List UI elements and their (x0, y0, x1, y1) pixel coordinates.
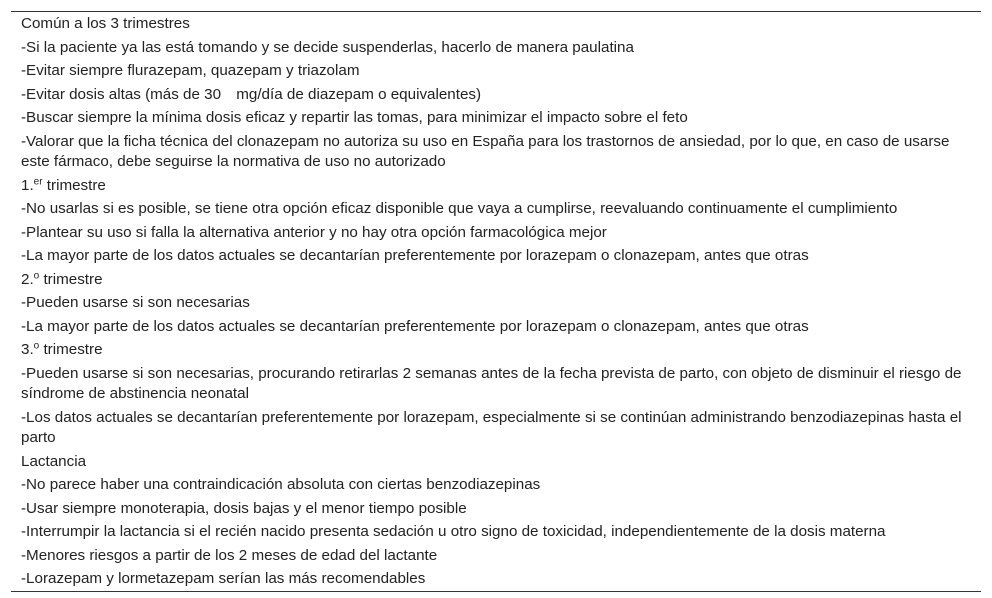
row-text: 2. (21, 270, 34, 288)
ordinal-superscript: er (33, 176, 43, 187)
table-row-heading-second-trimester (11, 268, 981, 292)
recommendations-table (11, 11, 981, 592)
row-text: -La mayor parte de los datos actuales se decantarían preferentemente por lorazepam o clonazepam, antes que otras (21, 317, 809, 335)
table-row (11, 315, 981, 339)
row-text: 1. (21, 176, 34, 194)
row-text-suffix: trimestre (42, 176, 106, 194)
table-row (11, 497, 981, 521)
table-row (11, 221, 981, 245)
row-text: -Si la paciente ya las está tomando y se decide suspenderlas, hacerlo de manera paulatina (21, 38, 634, 56)
table-row-heading-third-trimester (11, 338, 981, 362)
row-text: -No parece haber una contraindicación absoluta con ciertas benzodiazepinas (21, 476, 541, 493)
table-row (11, 520, 981, 544)
table-row (11, 106, 981, 130)
row-text: -Pueden usarse si son necesarias, procurando retirarlas 2 semanas antes de la fecha prevista de parto, con objeto de disminuir el riesgo de síndrome de abstinencia neonatal (21, 364, 962, 402)
table-row (11, 362, 981, 406)
row-text: -Evitar siempre flurazepam, quazepam y triazolam (21, 62, 360, 79)
row-text: -La mayor parte de los datos actuales se decantarían preferentemente por lorazepam o clonazepam, antes que otras (21, 247, 809, 264)
row-text: -Pueden usarse si son necesarias (21, 294, 250, 311)
row-text: 3. (21, 341, 34, 358)
row-text: -Usar siempre monoterapia, dosis bajas y el menor tiempo posible (21, 499, 467, 517)
row-text-suffix: trimestre (39, 341, 103, 358)
table-row-heading-common (11, 12, 981, 36)
table-row (11, 130, 981, 174)
table-row (11, 567, 981, 591)
row-text: -No usarlas si es posible, se tiene otra opción eficaz disponible que vaya a cumplirse, reevaluando continuamente el cumplimiento (21, 200, 898, 217)
row-text: -Interrumpir la lactancia si el recién nacido presenta sedación u otro signo de toxicidad, independientemente de la dosis materna (21, 523, 886, 540)
table-row (11, 59, 981, 83)
row-text: -Plantear su uso si falla la alternativa anterior y no hay otra opción farmacológica mejor (21, 223, 607, 241)
row-text: Común a los 3 trimestres (21, 15, 190, 32)
row-text: -Evitar dosis altas (más de 30 mg/día de diazepam o equivalentes) (21, 85, 482, 103)
table-row (11, 83, 981, 107)
row-text: -Menores riesgos a partir de los 2 meses de edad del lactante (21, 546, 438, 564)
table-row (11, 244, 981, 268)
ordinal-superscript: o (33, 340, 40, 352)
row-text: Lactancia (21, 452, 87, 470)
row-text: -Lorazepam y lormetazepam serían las más recomendables (21, 570, 426, 587)
table-row (11, 197, 981, 221)
row-text: -Los datos actuales se decantarían preferentemente por lorazepam, especialmente si se continúan administrando benzodiazepinas hasta el parto (21, 408, 962, 446)
row-text: -Buscar siempre la mínima dosis eficaz y repartir las tomas, para minimizar el impacto sobre el feto (21, 109, 688, 126)
table-row-heading-lactation (11, 450, 981, 474)
ordinal-superscript: o (33, 270, 40, 281)
table-row-heading-first-trimester (11, 174, 981, 198)
table-row (11, 36, 981, 60)
row-text: -Valorar que la ficha técnica del clonazepam no autoriza su uso en España para los trastornos de ansiedad, por lo que, en caso de usarse este fármaco, debe seguirse la normativa de uso no autorizado (21, 132, 950, 170)
table-row (11, 406, 981, 450)
table-row (11, 291, 981, 315)
table-row (11, 544, 981, 568)
row-text-suffix: trimestre (39, 270, 103, 288)
table-row (11, 473, 981, 497)
